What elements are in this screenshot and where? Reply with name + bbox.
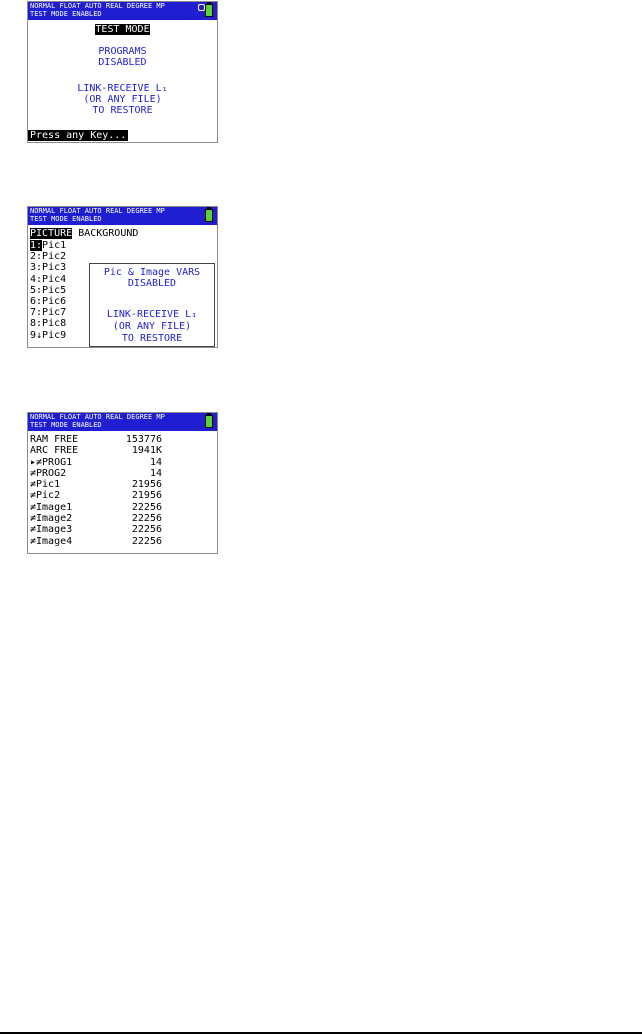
memory-row[interactable]: [30, 490, 210, 501]
status-test-mode-line: TEST MODE ENABLED: [30, 421, 102, 429]
list-item[interactable]: [30, 240, 66, 251]
memory-row[interactable]: [30, 513, 210, 524]
dialog-link-receive-label: LINK-RECEIVE L₁: [106, 309, 198, 320]
memory-value: 14: [149, 467, 162, 479]
status-mode-line: NORMAL FLOAT AUTO REAL DEGREE MP: [30, 207, 165, 215]
memory-row[interactable]: [30, 502, 210, 513]
item-label: Pic4: [42, 273, 67, 285]
memory-value: 21956: [131, 479, 162, 491]
memory-label: ≠Image1: [30, 501, 73, 513]
memory-value: 22256: [131, 501, 162, 513]
list-item[interactable]: [30, 285, 66, 296]
link-receive-label: LINK-RECEIVE L₁: [77, 83, 168, 94]
memory-label: ARC FREE: [30, 445, 79, 457]
list-item[interactable]: [30, 262, 66, 273]
memory-row[interactable]: [30, 524, 210, 535]
list-item[interactable]: [30, 251, 66, 262]
item-number: 8:: [30, 318, 43, 330]
any-file-label: (OR ANY FILE): [83, 94, 162, 105]
status-mode-line: NORMAL FLOAT AUTO REAL DEGREE MP: [30, 2, 165, 10]
memory-value: 22256: [131, 535, 162, 547]
memory-label: ▸≠PROG1: [30, 456, 73, 468]
item-label: Pic8: [42, 318, 67, 330]
memory-value: 1941K: [131, 445, 162, 457]
status-bar: [28, 2, 217, 20]
memory-label: ≠Image3: [30, 524, 73, 536]
item-label: Pic1: [42, 240, 67, 251]
list-item[interactable]: [30, 307, 66, 318]
memory-label: ≠Pic1: [30, 479, 61, 491]
battery-icon: [205, 415, 213, 428]
dialog-to-restore-label: TO RESTORE: [121, 333, 183, 344]
item-label: Pic6: [42, 296, 67, 308]
memory-row[interactable]: [30, 536, 210, 547]
battery-icon: [205, 209, 213, 222]
to-restore-label: TO RESTORE: [92, 105, 153, 116]
memory-value: 21956: [131, 490, 162, 502]
item-number: 6:: [30, 296, 43, 308]
programs-label: PROGRAMS: [98, 46, 147, 57]
memory-list: [30, 434, 210, 547]
calculator-screen-memory: [27, 412, 218, 554]
dialog-disabled-label: DISABLED: [127, 278, 177, 289]
memory-row: [30, 445, 210, 456]
dialog-any-file-label: (OR ANY FILE): [112, 321, 192, 332]
picture-list: [30, 240, 66, 341]
item-label: Pic7: [42, 307, 67, 319]
item-label: Pic9: [42, 329, 67, 341]
list-item[interactable]: [30, 330, 66, 341]
item-number: 2:: [30, 251, 43, 263]
status-test-mode-line: TEST MODE ENABLED: [30, 215, 102, 223]
programs-disabled-label: DISABLED: [98, 57, 147, 68]
memory-label: ≠Pic2: [30, 490, 61, 502]
memory-row[interactable]: [30, 468, 210, 479]
status-bar: [28, 413, 217, 431]
list-item[interactable]: [30, 318, 66, 329]
list-item[interactable]: [30, 296, 66, 307]
charging-icon: [198, 4, 205, 11]
memory-label: ≠Image2: [30, 513, 73, 525]
memory-label: ≠PROG2: [30, 467, 67, 479]
memory-row[interactable]: [30, 457, 210, 468]
test-mode-title-row: [28, 24, 217, 35]
calculator-screen-picture-menu: [27, 206, 218, 348]
memory-label: ≠Image4: [30, 535, 73, 547]
item-number: 1:: [30, 240, 43, 251]
item-label: Pic2: [42, 251, 67, 263]
status-bar: [28, 207, 217, 225]
memory-value: 14: [149, 456, 162, 468]
memory-label: RAM FREE: [30, 434, 79, 445]
disabled-dialog: [89, 263, 215, 347]
memory-row[interactable]: [30, 479, 210, 490]
test-mode-title: TEST MODE: [95, 24, 150, 35]
item-number: 5:: [30, 284, 43, 296]
menu-tabs: [30, 228, 138, 239]
item-label: Pic5: [42, 284, 67, 296]
item-number: 9↓: [30, 329, 43, 341]
item-number: 7:: [30, 307, 43, 319]
status-mode-line: NORMAL FLOAT AUTO REAL DEGREE MP: [30, 413, 165, 421]
status-test-mode-line: TEST MODE ENABLED: [30, 10, 102, 18]
dialog-vars-label: Pic & Image VARS: [103, 267, 201, 278]
list-item[interactable]: [30, 274, 66, 285]
memory-row: [30, 434, 210, 445]
press-any-key-prompt[interactable]: Press any Key...: [30, 130, 127, 141]
memory-value: 22256: [131, 524, 162, 536]
tab-picture[interactable]: PICTURE: [30, 228, 73, 239]
item-number: 3:: [30, 262, 43, 274]
item-number: 4:: [30, 273, 43, 285]
battery-icon: [205, 4, 213, 17]
item-label: Pic3: [42, 262, 67, 274]
memory-value: 153776: [125, 434, 162, 445]
memory-value: 22256: [131, 513, 162, 525]
calculator-screen-test-mode: [27, 1, 218, 143]
tab-background[interactable]: BACKGROUND: [78, 228, 139, 239]
